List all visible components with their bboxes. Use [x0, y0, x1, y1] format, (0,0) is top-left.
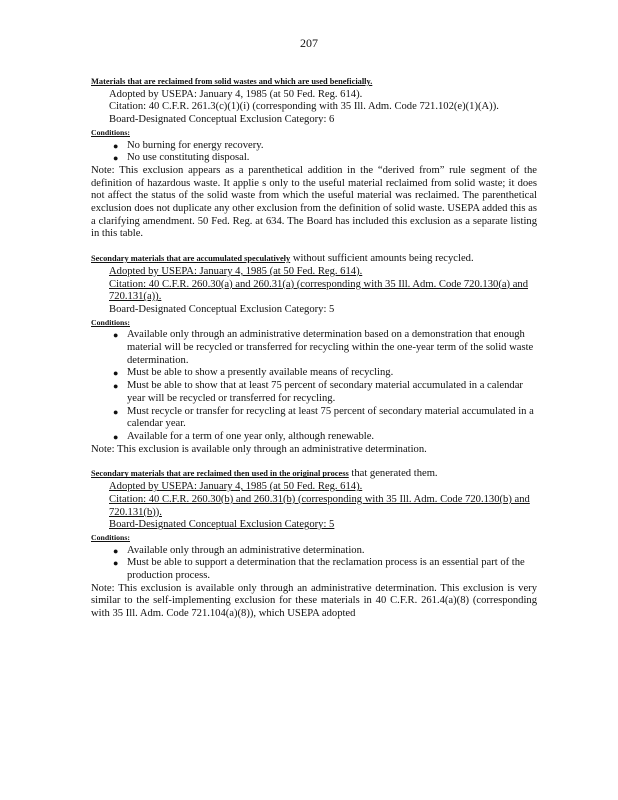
adopted-line: Adopted by USEPA: January 4, 1985 (at 50 Fed. Reg. 614).	[109, 265, 363, 277]
note-paragraph: Note: This exclusion is available only through an administrative determination. This exclusion is very similar to the self-implementing exclusion for these materials in 40 C.F.R. 261.4(a)(8) (corresponding with 35 Ill. Adm. Code 721.104(a)(8)), which USEPA adopted	[91, 582, 537, 620]
condition-bullet: ● Must be able to show that at least 75 percent of secondary material accumulated in a calendar year will be recycled or transferred for recycling.	[113, 380, 523, 404]
note-paragraph: Note: This exclusion is available only through an administrative determination.	[91, 443, 427, 455]
page-number: 207	[300, 36, 318, 50]
page-content	[91, 76, 537, 633]
entry-heading	[91, 253, 537, 266]
bullet-icon: ●	[113, 545, 119, 556]
adopted-line: Adopted by USEPA: January 4, 1985 (at 50 Fed. Reg. 614).	[109, 88, 363, 100]
category-line: Board-Designated Conceptual Exclusion Category: 5	[109, 303, 335, 315]
condition-bullet: ● No burning for energy recovery.	[113, 139, 264, 151]
exclusion-entry	[91, 76, 537, 241]
entry-heading-rest: without sufficient amounts being recycled.	[290, 253, 474, 265]
condition-bullet: ● Must be able to show a presently available means of recycling.	[113, 367, 394, 379]
note-paragraph: Note: This exclusion appears as a parenthetical addition in the “derived from” rule segment of the definition of hazardous waste. It applie s only to the useful material reclaimed from solid waste; it does not affect the status of the solid waste from which the useful material was reclaimed. The parenthetical exclusion does not duplicate any other exclusion from the definition of solid waste. USEPA added this as a clarifying amendment. 50 Fed. Reg. at 634. The Board has included this exclusion as a separate listing in this table.	[91, 164, 537, 240]
bullet-icon: ●	[113, 406, 119, 417]
category-line: Board-Designated Conceptual Exclusion Category: 6	[109, 114, 335, 126]
citation-line: Citation: 40 C.F.R. 261.3(c)(1)(i) (corresponding with 35 Ill. Adm. Code 721.102(e)(1)(A)).	[109, 101, 499, 113]
condition-bullet: ● Available for a term of one year only, although renewable.	[113, 430, 375, 442]
entry-heading	[91, 76, 537, 89]
citation-line: Citation: 40 C.F.R. 260.30(b) and 260.31(b) (corresponding with 35 Ill. Adm. Code 720.130(b) and 720.131(b)).	[109, 493, 530, 518]
bullet-icon: ●	[113, 368, 119, 379]
condition-bullet: ● Available only through an administrative determination.	[113, 544, 365, 556]
entry-heading-title: Materials that are reclaimed from solid wastes and which are used beneficially.	[91, 77, 373, 86]
adopted-line: Adopted by USEPA: January 4, 1985 (at 50 Fed. Reg. 614).	[109, 481, 363, 493]
condition-bullet: ● Available only through an administrative determination based on a demonstration that enough material will be recycled or transferred for recycling within the one-year term of the solid waste determination.	[113, 329, 534, 366]
bullet-icon: ●	[113, 140, 119, 151]
conditions-label: Conditions:	[91, 532, 130, 542]
exclusion-entry	[91, 468, 537, 620]
conditions-label: Conditions:	[91, 127, 130, 137]
conditions-label: Conditions:	[91, 317, 130, 327]
citation-line: Citation: 40 C.F.R. 260.30(a) and 260.31(a) (corresponding with 35 Ill. Adm. Code 720.130(a) and 720.131(a)).	[109, 278, 529, 303]
bullet-icon: ●	[113, 381, 119, 392]
bullet-icon: ●	[113, 431, 119, 442]
category-line: Board-Designated Conceptual Exclusion Category: 5	[109, 519, 335, 531]
bullet-icon: ●	[113, 153, 119, 164]
bullet-icon: ●	[113, 558, 119, 569]
entry-heading	[91, 468, 537, 481]
entry-heading-title: Secondary materials that are accumulated speculatively	[91, 254, 291, 264]
exclusion-entry	[91, 253, 537, 456]
condition-bullet: ● Must be able to support a determination that the reclamation process is an essential part of the production process.	[113, 557, 525, 582]
entry-heading-rest: that generated them.	[348, 468, 438, 480]
condition-bullet: ● Must recycle or transfer for recycling at least 75 percent of secondary material accumulated in a calendar year.	[113, 405, 534, 430]
entry-heading-title: Secondary materials that are reclaimed then used in the original process	[91, 469, 349, 479]
condition-bullet: ● No use constituting disposal.	[113, 152, 250, 164]
bullet-icon: ●	[113, 330, 119, 341]
